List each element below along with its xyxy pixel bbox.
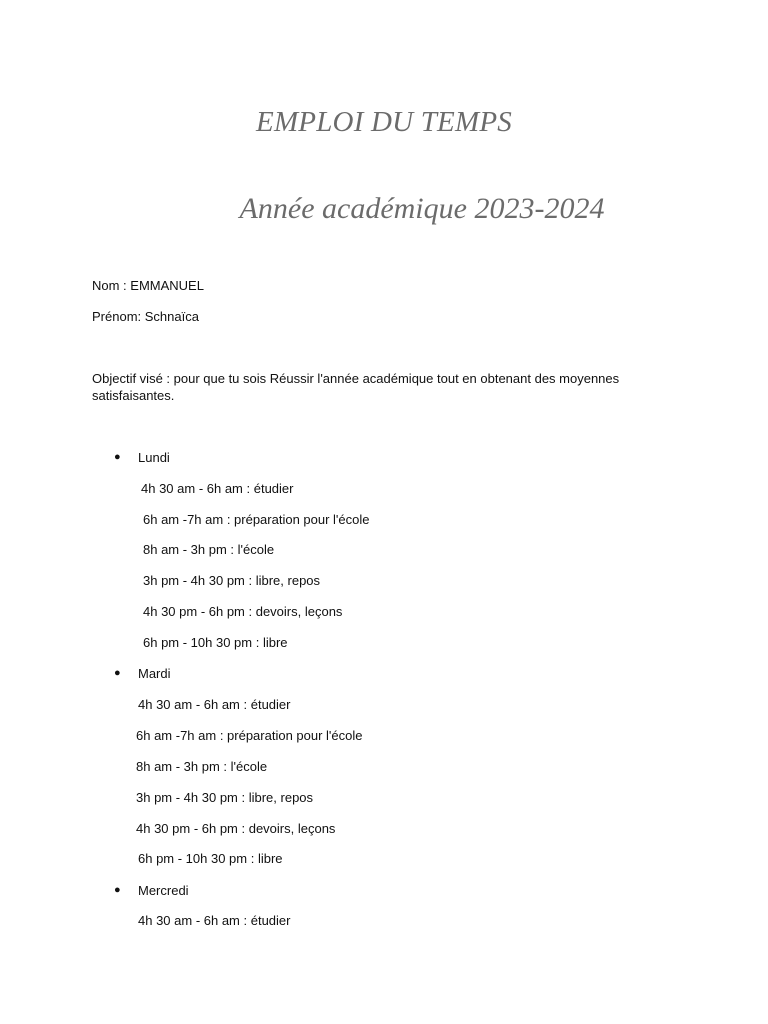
day-heading-mardi: Mardi — [138, 666, 171, 681]
objective-paragraph: Objectif visé : pour que tu sois Réussir l'année académique tout en obtenant des moyennes satisfaisantes. — [92, 371, 620, 403]
bullet-icon: ● — [114, 884, 121, 896]
student-first-name: Prénom: Schnaïca — [92, 309, 199, 324]
bullet-icon: ● — [114, 667, 121, 679]
schedule-entry: 4h 30 pm - 6h pm : devoirs, leçons — [136, 821, 336, 836]
bullet-icon: ● — [114, 451, 121, 463]
schedule-entry: 3h pm - 4h 30 pm : libre, repos — [143, 573, 321, 588]
schedule-entry: 6h pm - 10h 30 pm : libre — [138, 851, 283, 866]
schedule-entry: 4h 30 am - 6h am : étudier — [141, 481, 294, 496]
page-title: EMPLOI DU TEMPS — [256, 106, 512, 138]
schedule-entry: 3h pm - 4h 30 pm : libre, repos — [136, 790, 314, 805]
schedule-entry: 6h pm - 10h 30 pm : libre — [143, 635, 288, 650]
schedule-entry: 8h am - 3h pm : l'école — [143, 542, 275, 557]
schedule-entry: 4h 30 pm - 6h pm : devoirs, leçons — [143, 604, 343, 619]
schedule-entry: 6h am -7h am : préparation pour l'école — [143, 512, 370, 527]
schedule-entry: 8h am - 3h pm : l'école — [136, 759, 268, 774]
day-heading-mercredi: Mercredi — [138, 883, 189, 898]
student-last-name: Nom : EMMANUEL — [92, 278, 204, 293]
page-subtitle: Année académique 2023-2024 — [239, 192, 605, 225]
schedule-entry: 6h am -7h am : préparation pour l'école — [136, 728, 363, 743]
schedule-entry: 4h 30 am - 6h am : étudier — [138, 697, 291, 712]
schedule-entry: 4h 30 am - 6h am : étudier — [138, 913, 291, 928]
day-heading-lundi: Lundi — [138, 450, 170, 465]
